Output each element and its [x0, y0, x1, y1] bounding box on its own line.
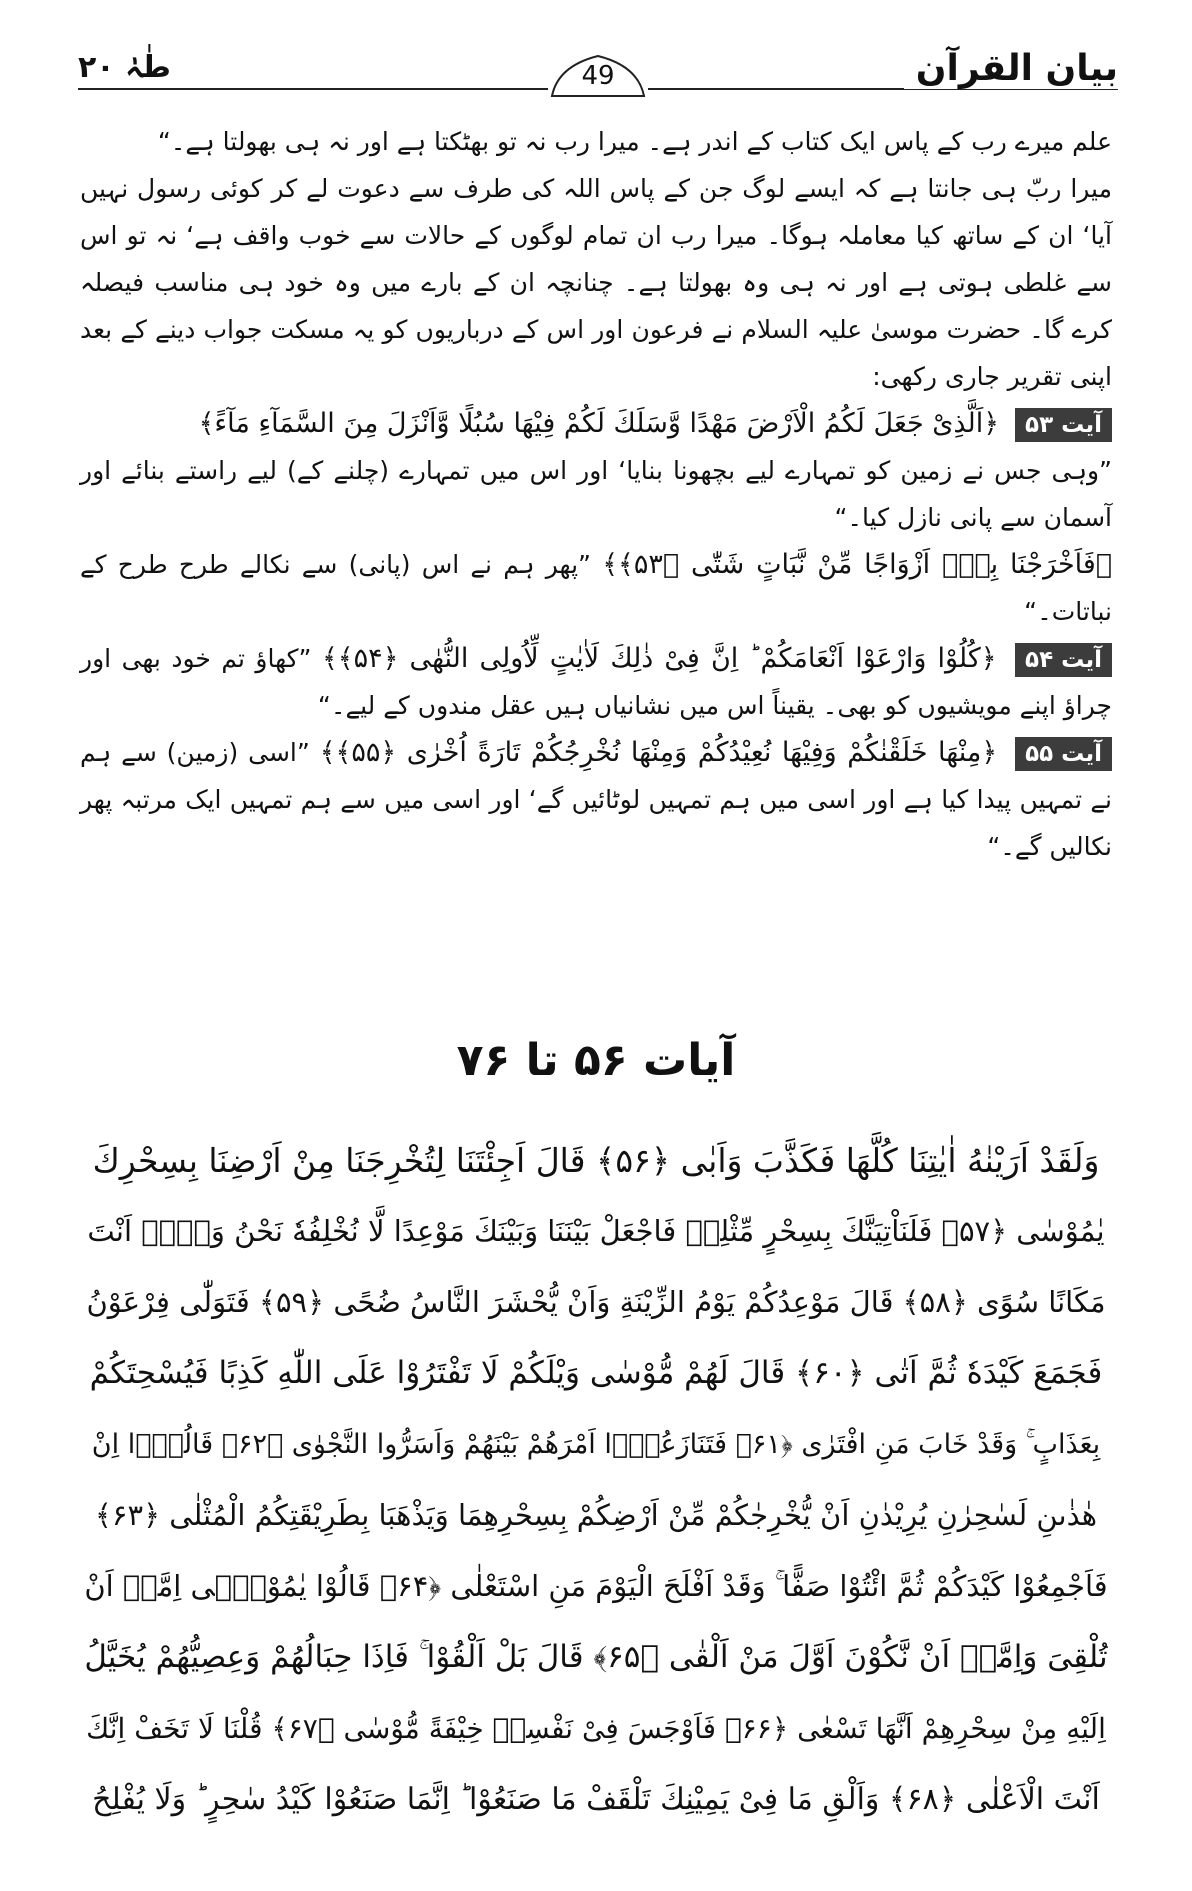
page-number-badge	[548, 52, 648, 104]
verse-line: یٰمُوْسٰی ﴿۵۷﴾ فَلَنَاْتِیَنَّكَ بِسِحْرٍ مِّثْلِهٖ فَاجْعَلْ بَیْنَنَا وَبَیْنَكَ مَوْعِدًا لَّا نُخْلِفُهٗ نَحْنُ وَلَاۤ اَنْتَ	[87, 1214, 1105, 1248]
page-header	[78, 48, 1118, 108]
ayah-translation: ”وہی جس نے زمین کو تمہارے لیے بچھونا بنایا‘ اور اس میں تمہارے (چلنے کے) لیے راستے بنائے اور آسمان سے پانی نازل کیا۔“	[80, 456, 1112, 532]
verse-line: فَجَمَعَ كَیْدَهٗ ثُمَّ اَتٰی ﴿۶۰﴾ قَالَ لَهُمْ مُّوْسٰی وَیْلَكُمْ لَا تَفْتَرُوْا عَلَی اللّٰهِ كَذِبًا فَیُسْحِتَكُمْ	[89, 1355, 1103, 1391]
verse-line: اَنْتَ الْاَعْلٰی ﴿۶۸﴾ وَاَلْقِ مَا فِیْ یَمِیْنِكَ تَلْقَفْ مَا صَنَعُوْا ؕ اِنَّمَا صَنَعُوْا كَیْدُ سٰحِرٍ ؕ وَلَا یُفْلِحُ	[92, 1782, 1100, 1817]
ayah-55-block	[80, 729, 1112, 870]
ayah-54-block	[80, 635, 1112, 729]
quran-verses	[80, 1125, 1112, 1835]
verse-line: اِلَیْهِ مِنْ سِحْرِهِمْ اَنَّهَا تَسْعٰی ﴿۶۶﴾ فَاَوْجَسَ فِیْ نَفْسِهٖ خِیْفَةً مُّوْسٰی ﴿۶۷﴾ قُلْنَا لَا تَخَفْ اِنَّكَ	[86, 1712, 1106, 1745]
ayah-label: آیت ۵۴	[1015, 643, 1112, 677]
page-number: 49	[581, 61, 615, 91]
verse-line: فَاَجْمِعُوْا كَیْدَكُمْ ثُمَّ ائْتُوْا صَفًّا ۚ وَقَدْ اَفْلَحَ الْیَوْمَ مَنِ اسْتَعْلٰی ﴿۶۴﴾ قَالُوْا یٰمُوْسٰۤی اِمَّاۤ اَنْ	[84, 1569, 1108, 1603]
ayah-53-block	[80, 400, 1112, 447]
ayah-arabic: ﴿اَلَّذِیْ جَعَلَ لَكُمُ الْاَرْضَ مَهْدًا وَّسَلَكَ لَكُمْ فِیْهَا سُبُلًا وَّاَنْزَلَ مِنَ السَّمَآءِ مَآءً﴾	[198, 408, 1000, 439]
ayah-translation: ”اسی (زمین) سے ہم نے تمہیں پیدا کیا ہے اور اسی میں ہم تمہیں لوٹائیں گے‘ اور اسی میں سے ہم تمہیں ایک مرتبہ پھر نکالیں گے۔“	[80, 738, 1112, 861]
ayah-label: آیت ۵۵	[1015, 737, 1112, 771]
ayah-translation: ”پھر ہم نے اس (پانی) سے نکالے طرح طرح کے نباتات۔“	[80, 550, 1112, 626]
paragraph: علم میرے رب کے پاس ایک کتاب کے اندر ہے۔ میرا رب نہ تو بھٹکتا ہے اور نہ ہی بھولتا ہے۔“	[157, 127, 1112, 156]
section-heading: آیات ۵۶ تا ۷۶	[456, 1035, 736, 1086]
commentary	[80, 118, 1112, 870]
ayah-arabic: ﴿مِنْهَا خَلَقْنٰكُمْ وَفِیْهَا نُعِیْدُكُمْ وَمِنْهَا نُخْرِجُكُمْ تَارَةً اُخْرٰی ﴿۵۵﴾﴾	[319, 737, 998, 768]
verse-line: مَكَانًا سُوًی ﴿۵۸﴾ قَالَ مَوْعِدُكُمْ یَوْمُ الزِّیْنَةِ وَاَنْ یُّحْشَرَ النَّاسُ ضُحًی ﴿۵۹﴾ فَتَوَلّٰی فِرْعَوْنُ	[86, 1285, 1106, 1319]
ayah-arabic: ﴿كُلُوْا وَارْعَوْا اَنْعَامَكُمْ ؕ اِنَّ فِیْ ذٰلِكَ لَاٰیٰتٍ لِّاُولِی النُّهٰی ﴿۵۴﴾﴾	[321, 643, 997, 674]
verse-line: بِعَذَابٍ ۚ وَقَدْ خَابَ مَنِ افْتَرٰی ﴿۶۱﴾ فَتَنَازَعُوْۤا اَمْرَهُمْ بَیْنَهُمْ وَاَسَرُّوا النَّجْوٰی ﴿۶۲﴾ قَالُوْۤا اِنْ	[91, 1429, 1101, 1460]
ayah-arabic: ﴿فَاَخْرَجْنَا بِهٖۤ اَزْوَاجًا مِّنْ نَّبَاتٍ شَتّٰی ﴿۵۳﴾﴾	[602, 549, 1112, 580]
ayah-label: آیت ۵۳	[1015, 408, 1112, 442]
surah-name: طٰہٰ ۲۰	[78, 50, 183, 85]
paragraph: میرا ربّ ہی جانتا ہے کہ ایسے لوگ جن کے پاس اللہ کی طرف سے دعوت لے کر کوئی رسول نہیں آیا‘ ان کے ساتھ کیا معاملہ ہوگا۔ میرا رب ان تمام لوگوں کے حالات سے خوب واقف ہے‘ نہ تو اس سے غلطی ہوتی ہے اور نہ ہی وہ بھولتا ہے۔ چنانچہ ان کے بارے میں وہ خود ہی مناسب فیصلہ کرے گا۔ حضرت موسیٰ علیہ السلام نے فرعون اور اس کے درباریوں کو یہ مسکت جواب دینے کے بعد اپنی تقریر جاری رکھی:	[80, 174, 1112, 391]
ayah-translation: ”کھاؤ تم خود بھی اور چراؤ اپنے مویشیوں کو بھی۔ یقیناً اس میں نشانیاں ہیں عقل مندوں کے لیے۔“	[80, 644, 1112, 720]
verse-line: هٰذٰىنِ لَسٰحِرٰنِ یُرِیْدٰنِ اَنْ یُّخْرِجٰكُمْ مِّنْ اَرْضِكُمْ بِسِحْرِهِمَا وَیَذْهَبَا بِطَرِیْقَتِكُمُ الْمُثْلٰی ﴿۶۳﴾	[94, 1498, 1098, 1532]
ayah-53-continuation	[80, 541, 1112, 635]
verse-line: تُلْقِیَ وَاِمَّاۤ اَنْ نَّكُوْنَ اَوَّلَ مَنْ اَلْقٰی ﴿۶۵﴾ قَالَ بَلْ اَلْقُوْا ۚ فَاِذَا حِبَالُهُمْ وَعِصِیُّهُمْ یُخَیَّلُ	[84, 1639, 1108, 1675]
verse-line: وَلَقَدْ اَرَیْنٰهُ اٰیٰتِنَا كُلَّهَا فَكَذَّبَ وَاَبٰی ﴿۵۶﴾ قَالَ اَجِئْتَنَا لِتُخْرِجَنَا مِنْ اَرْضِنَا بِسِحْرِكَ	[92, 1141, 1100, 1180]
book-title: بیان القرآن	[904, 48, 1118, 89]
